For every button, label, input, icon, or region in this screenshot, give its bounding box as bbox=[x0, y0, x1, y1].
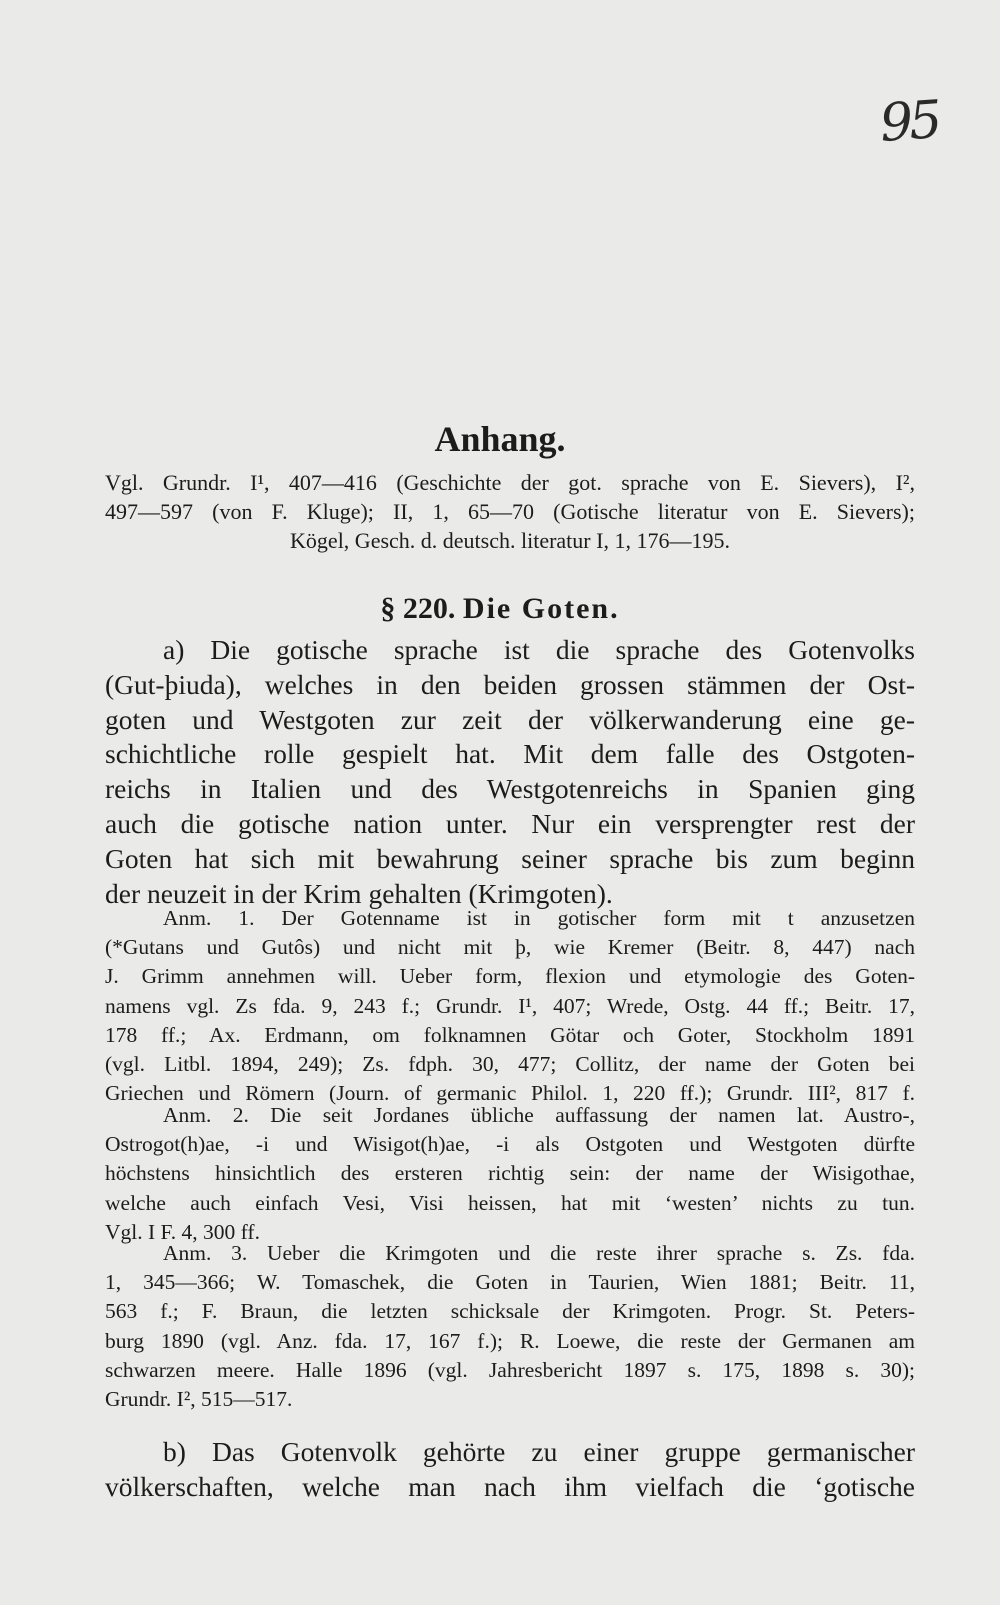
text-line: Goten hat sich mit bewahrung seiner sprache bis zum beginn bbox=[105, 842, 915, 874]
text-line: b) Das Gotenvolk gehörte zu einer gruppe germanischer bbox=[163, 1436, 915, 1467]
handwritten-page-number: 95 bbox=[877, 90, 941, 154]
text-line: Vgl. I F. 4, 300 ff. bbox=[105, 1219, 260, 1244]
text-line: Griechen und Römern (Journ. of germanic Philol. 1, 220 ff.); Grundr. III², 817 f. bbox=[105, 1081, 915, 1106]
text-line: Anm. 2. Die seit Jordanes übliche auffassung der namen lat. Austro-, bbox=[163, 1103, 915, 1127]
paragraph-a bbox=[105, 633, 915, 911]
text-line: namens vgl. Zs fda. 9, 243 f.; Grundr. I¹, 407; Wrede, Ostg. 44 ff.; Beitr. 17, bbox=[105, 993, 915, 1018]
text-line: Anm. 1. Der Gotenname ist in gotischer form mit t anzusetzen bbox=[163, 906, 915, 930]
section-heading bbox=[0, 592, 1000, 626]
text-line: burg 1890 (vgl. Anz. fda. 17, 167 f.); R. Loewe, die reste der Germanen am bbox=[105, 1328, 915, 1353]
paragraph-b bbox=[105, 1435, 915, 1505]
text-line: höchstens hinsichtlich des ersteren richtig sein: der name der Wisigothae, bbox=[105, 1161, 915, 1186]
text-line: goten und Westgoten zur zeit der völkerwanderung eine ge- bbox=[105, 703, 915, 735]
bibliography-line: Kögel, Gesch. d. deutsch. literatur I, 1, 176—195. bbox=[290, 528, 730, 553]
bibliography-line: Vgl. Grundr. I¹, 407—416 (Geschichte der got. sprache von E. Sievers), I², bbox=[105, 470, 915, 495]
text-line: welche auch einfach Vesi, Visi heissen, hat mit ‘westen’ nichts zu tun. bbox=[105, 1190, 915, 1215]
bibliography-reference bbox=[105, 468, 915, 555]
text-line: Anm. 3. Ueber die Krimgoten und die reste ihrer sprache s. Zs. fda. bbox=[163, 1241, 915, 1265]
annotation-2 bbox=[105, 1101, 915, 1247]
text-line: a) Die gotische sprache ist die sprache des Gotenvolks bbox=[163, 634, 915, 665]
text-line: 563 f.; F. Braun, die letzten schicksale der Krimgoten. Progr. St. Peters- bbox=[105, 1299, 915, 1324]
text-line: 1, 345—366; W. Tomaschek, die Goten in Taurien, Wien 1881; Beitr. 11, bbox=[105, 1270, 915, 1295]
annotation-3 bbox=[105, 1239, 915, 1414]
page-heading: Anhang. bbox=[434, 419, 566, 459]
text-line: (Gut-þiuda), welches in den beiden grossen stämmen der Ost- bbox=[105, 668, 915, 700]
bibliography-line: 497—597 (von F. Kluge); II, 1, 65—70 (Gotische literatur von E. Sievers); bbox=[105, 499, 915, 524]
text-line: schichtliche rolle gespielt hat. Mit dem falle des Ostgoten- bbox=[105, 738, 915, 770]
text-line: (*Gutans und Gutôs) und nicht mit þ, wie Kremer (Beitr. 8, 447) nach bbox=[105, 935, 915, 960]
text-line: auch die gotische nation unter. Nur ein versprengter rest der bbox=[105, 807, 915, 839]
section-title: Die Goten. bbox=[462, 592, 620, 625]
annotation-1 bbox=[105, 904, 915, 1108]
text-line: (vgl. Litbl. 1894, 249); Zs. fdph. 30, 477; Collitz, der name der Goten bei bbox=[105, 1052, 915, 1077]
text-line: schwarzen meere. Halle 1896 (vgl. Jahresbericht 1897 s. 175, 1898 s. 30); bbox=[105, 1357, 915, 1382]
text-line: J. Grimm annehmen will. Ueber form, flexion und etymologie des Goten- bbox=[105, 964, 915, 989]
text-line: Grundr. I², 515—517. bbox=[105, 1387, 293, 1412]
section-number: § 220. bbox=[380, 592, 456, 625]
text-line: reichs in Italien und des Westgotenreichs in Spanien ging bbox=[105, 773, 915, 805]
text-line: völkerschaften, welche man nach ihm vielfach die ‘gotische bbox=[105, 1470, 915, 1502]
text-line: der neuzeit in der Krim gehalten (Krimgoten). bbox=[105, 877, 613, 909]
text-line: 178 ff.; Ax. Erdmann, om folknamnen Götar och Goter, Stockholm 1891 bbox=[105, 1022, 915, 1047]
text-line: Ostrogot(h)ae, -i und Wisigot(h)ae, -i als Ostgoten und Westgoten dürfte bbox=[105, 1132, 915, 1157]
